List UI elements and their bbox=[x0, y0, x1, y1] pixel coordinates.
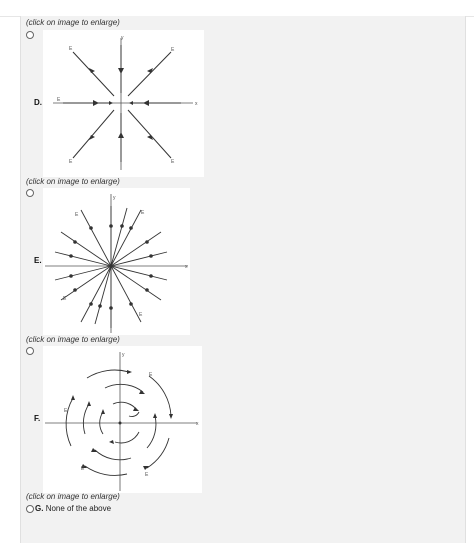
field-label: E bbox=[149, 372, 153, 378]
axis-y-label: y bbox=[121, 35, 124, 41]
field-label: E bbox=[64, 408, 68, 414]
field-label: E bbox=[69, 46, 73, 52]
axis-x-label: x bbox=[196, 421, 199, 427]
field-label: E bbox=[171, 47, 175, 53]
top-strip bbox=[0, 0, 474, 17]
field-label: E bbox=[145, 472, 149, 478]
option-e-image[interactable] bbox=[43, 188, 190, 335]
option-f-image[interactable] bbox=[43, 346, 202, 493]
axis-y-label: y bbox=[113, 195, 116, 201]
option-d-letter: D. bbox=[34, 98, 42, 107]
option-e-letter: E. bbox=[34, 256, 42, 265]
option-g-letter: G. bbox=[35, 504, 44, 513]
enlarge-caption[interactable]: (click on image to enlarge) bbox=[26, 335, 120, 344]
option-g-text: None of the above bbox=[45, 504, 112, 513]
option-f-radio[interactable] bbox=[26, 347, 34, 355]
axis-y-label: y bbox=[122, 352, 125, 358]
option-f-letter: F. bbox=[34, 414, 41, 423]
field-label: E bbox=[171, 159, 175, 165]
field-label: E bbox=[75, 212, 79, 218]
circular-field-icon bbox=[43, 346, 202, 493]
option-d-image[interactable] bbox=[43, 30, 204, 177]
option-g-label[interactable] bbox=[35, 504, 111, 513]
field-label: E bbox=[63, 296, 67, 302]
option-e-radio[interactable] bbox=[26, 189, 34, 197]
enlarge-caption[interactable]: (click on image to enlarge) bbox=[26, 177, 120, 186]
axis-x-label: x bbox=[185, 264, 188, 270]
option-g-radio[interactable] bbox=[26, 505, 34, 513]
field-label: E bbox=[81, 466, 85, 472]
field-label: E bbox=[141, 210, 145, 216]
field-label: E bbox=[57, 97, 61, 103]
option-d-radio[interactable] bbox=[26, 31, 34, 39]
enlarge-caption[interactable]: (click on image to enlarge) bbox=[26, 18, 120, 27]
enlarge-caption[interactable]: (click on image to enlarge) bbox=[26, 492, 120, 501]
radial-field-dense-icon bbox=[43, 188, 190, 335]
radial-field-sparse-icon bbox=[43, 30, 204, 177]
axis-x-label: x bbox=[195, 101, 198, 107]
field-label: E bbox=[69, 159, 73, 165]
field-label: E bbox=[139, 312, 143, 318]
